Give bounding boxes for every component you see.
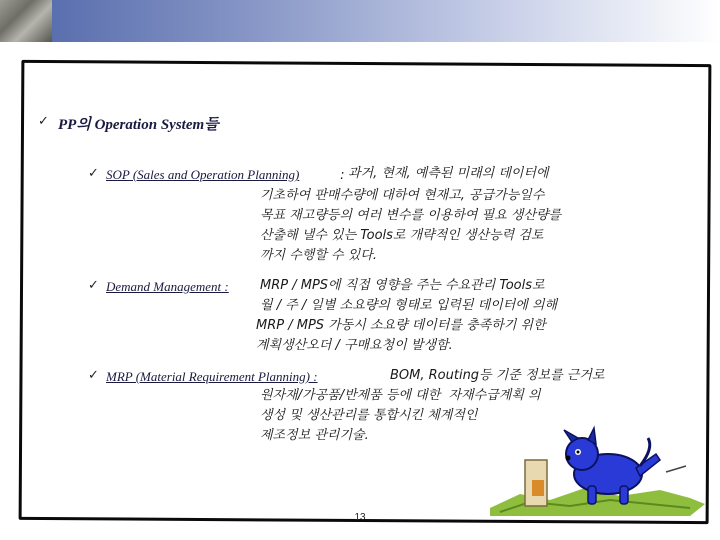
item-line-sop-4: 산출해 낼수 있는 Tools로 개략적인 생산능력 검토 [260,228,544,243]
item-line-mrp-2: 원자재/가공품/반제품 등에 대한 자재수급계획 의 [260,388,541,403]
slide-heading: PP의 Operation System들 [58,117,219,133]
page-number: 13 [354,512,366,523]
item-line-demand-2: 월 / 주 / 일별 소요량의 형태로 입력된 데이터에 의해 [260,298,558,313]
header-strip [0,0,720,42]
item-line-sop-2: 기초하여 판매수량에 대하여 현재고, 공급가능일수 [260,188,545,203]
item-sep-sop: : [336,168,345,183]
header-gradient-bar [52,0,720,42]
header-photo [0,0,52,42]
item-line-demand-4: 계획생산오더 / 구매요청이 발생함. [256,338,453,353]
check-icon: ✓ [88,278,99,293]
item-line-mrp-1: BOM, Routing등 기준 정보를 근거로 [390,368,605,383]
item-line-mrp-3: 생성 및 생산관리를 통합시킨 체계적인 [260,408,478,423]
item-line-demand-1: MRP / MPS에 직접 영향을 주는 수요관리 Tools로 [260,278,545,293]
item-line-mrp-4: 제조정보 관리기술. [260,428,369,443]
check-icon: ✓ [38,114,49,129]
item-label-demand: Demand Management : [106,279,229,294]
item-line-sop-1: 과거, 현재, 예측된 미래의 데이터에 [348,166,549,181]
item-label-mrp: MRP (Material Requirement Planning) : [106,369,318,384]
item-line-sop-5: 까지 수행할 수 있다. [260,248,377,263]
item-line-sop-3: 목표 재고량등의 여러 변수를 이용하여 필요 생산량를 [260,208,562,223]
item-label-sop: SOP (Sales and Operation Planning) [106,167,300,182]
dog-illustration [490,408,710,518]
item-line-demand-3: MRP / MPS 가동시 소요량 데이터를 충족하기 위한 [256,318,546,333]
check-icon: ✓ [88,166,99,181]
check-icon: ✓ [88,368,99,383]
